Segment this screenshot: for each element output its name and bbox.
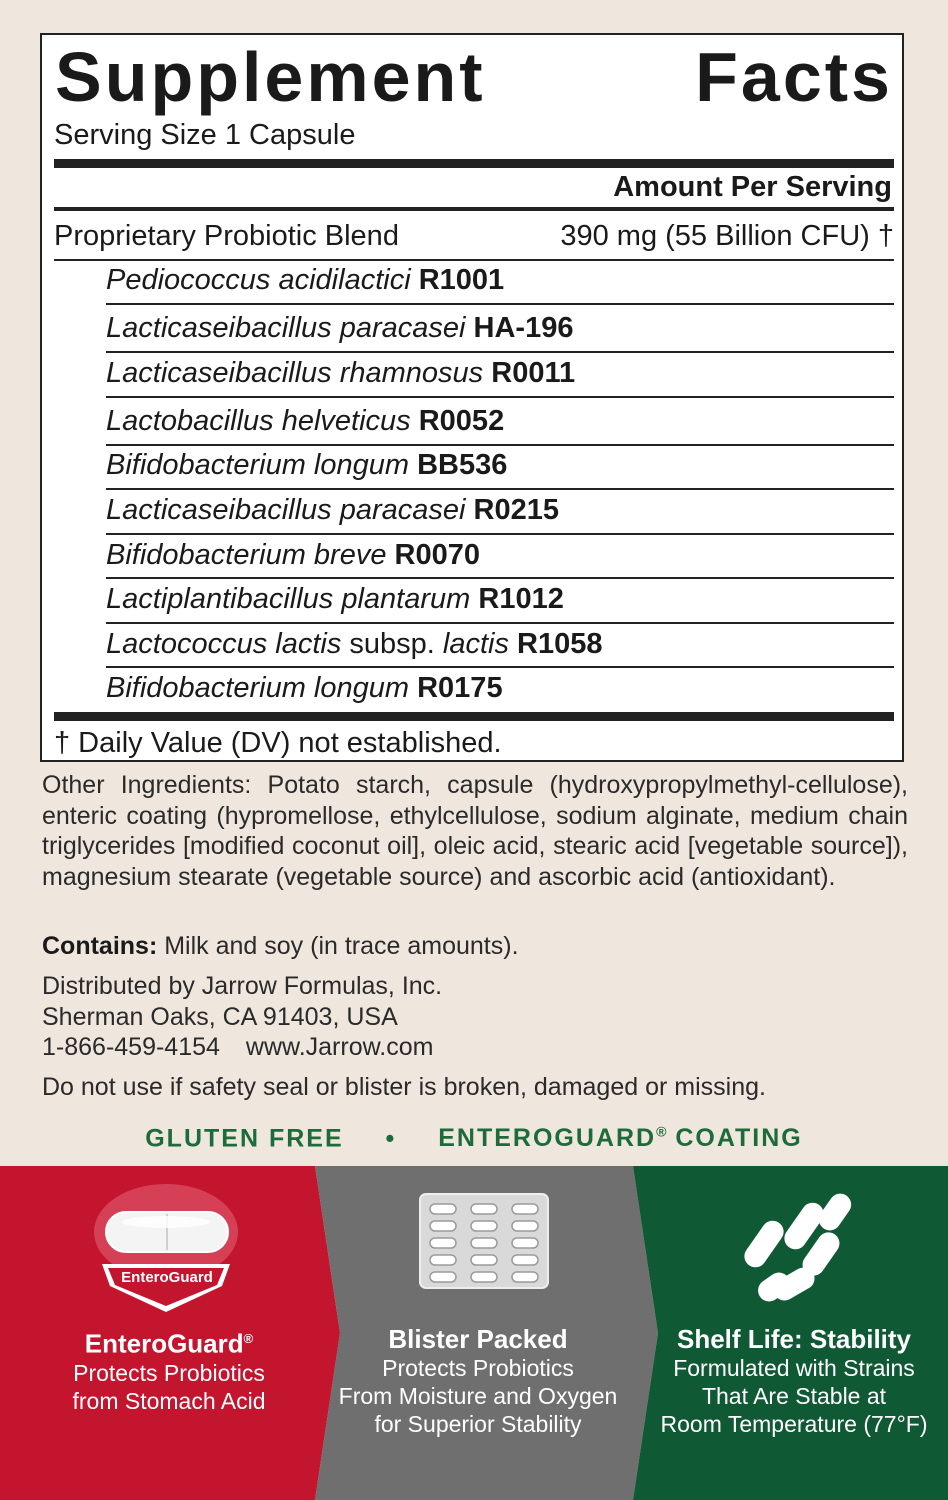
- strain-row: [106, 311, 894, 345]
- feature-title-text: EnteroGuard: [84, 1328, 244, 1359]
- dv-footnote: † Daily Value (DV) not established.: [54, 727, 502, 759]
- blend-amount: 390 mg (55 Billion CFU) †: [560, 220, 894, 252]
- strain-code: R1058: [517, 628, 603, 660]
- feature-line: Protects Probiotics: [73, 1359, 265, 1386]
- enteroguard-word: ENTEROGUARD: [438, 1124, 657, 1153]
- feature-band: [0, 1166, 948, 1500]
- feature-enteroguard-title: [14, 1324, 324, 1359]
- distributor-line2: Sherman Oaks, CA 91403, USA: [42, 1002, 398, 1031]
- strain-species: Lactobacillus helveticus: [106, 405, 411, 437]
- strain-species: Lacticaseibacillus paracasei: [106, 494, 466, 526]
- divider-medium: [54, 207, 894, 211]
- feature-line: That Are Stable at: [701, 1383, 887, 1409]
- strain-species: Lacticaseibacillus paracasei: [106, 312, 466, 344]
- feature-line: for Superior Stability: [374, 1411, 582, 1437]
- distributor-line1: Distributed by Jarrow Formulas, Inc.: [42, 972, 443, 1000]
- row-divider: [106, 303, 894, 305]
- strain-row: [106, 671, 894, 705]
- feature-line: Formulated with Strains: [673, 1355, 915, 1381]
- row-divider: [106, 666, 894, 668]
- row-divider: [106, 444, 894, 446]
- feature-shelf-life: [648, 1324, 940, 1438]
- registered-mark: ®: [656, 1124, 667, 1140]
- row-divider: [106, 622, 894, 624]
- panel-title: [55, 38, 893, 116]
- strain-species: Pediococcus acidilactici: [106, 264, 411, 296]
- contains-label: Contains:: [42, 932, 158, 960]
- strain-row: [106, 448, 894, 482]
- registered-mark: ®: [243, 1331, 254, 1346]
- row-divider: [106, 488, 894, 490]
- strain-species: Lactiplantibacillus plantarum: [106, 583, 471, 615]
- strain-code: R0175: [417, 672, 503, 704]
- row-divider: [106, 533, 894, 535]
- coating-word: COATING: [666, 1124, 803, 1153]
- strain-code: R1001: [418, 264, 505, 296]
- strain-subsp: subsp.: [341, 628, 443, 660]
- strain-code: BB536: [417, 449, 508, 481]
- bullet-separator: •: [385, 1124, 397, 1153]
- strain-row: [106, 627, 894, 661]
- strain-code: R0052: [418, 405, 505, 437]
- strain-species-b: lactis: [442, 628, 509, 660]
- strain-code: R0011: [491, 357, 576, 389]
- strain-species: Bifidobacterium breve: [106, 539, 387, 571]
- safety-warning: Do not use if safety seal or blister is broken, damaged or missing.: [42, 1073, 766, 1101]
- badges-line: [0, 1116, 948, 1154]
- blend-label: Proprietary Probiotic Blend: [54, 220, 399, 252]
- enteroguard-coating-badge: [438, 1124, 803, 1152]
- feature-line: From Moisture and Oxygen: [338, 1383, 618, 1409]
- row-divider: [54, 259, 894, 261]
- contains-text: Milk and soy (in trace amounts).: [157, 932, 519, 960]
- strain-code: R0070: [394, 539, 481, 571]
- strain-species-a: Lactococcus lactis: [106, 628, 342, 660]
- strain-code: R0215: [473, 494, 560, 526]
- strain-row: [106, 263, 894, 297]
- row-divider: [106, 396, 894, 398]
- strain-row: [106, 493, 894, 527]
- contains-statement: [42, 931, 908, 962]
- feature-line: Room Temperature (77°F): [660, 1411, 928, 1437]
- feature-blister-title: Blister Packed: [388, 1324, 568, 1354]
- title-supplement: Supplement: [55, 38, 486, 116]
- strain-row: [106, 538, 894, 572]
- blend-row: [54, 219, 894, 259]
- feature-shelf-life-title: Shelf Life: Stability: [676, 1324, 912, 1354]
- divider-thick-bottom: [54, 712, 894, 721]
- supplement-facts-panel: [40, 33, 904, 762]
- feature-enteroguard: [14, 1324, 324, 1415]
- title-facts: Facts: [695, 38, 893, 116]
- gluten-free-badge: GLUTEN FREE: [145, 1124, 344, 1153]
- row-divider: [106, 351, 894, 353]
- strain-code: R1012: [478, 583, 564, 615]
- distributor-contact: [42, 1032, 908, 1063]
- serving-size: Serving Size 1 Capsule: [54, 119, 356, 151]
- row-divider: [106, 577, 894, 579]
- website: www.Jarrow.com: [245, 1033, 434, 1061]
- phone-number: 1-866-459-4154: [42, 1033, 220, 1061]
- distributor-block: [42, 971, 908, 1063]
- amount-per-serving-header: Amount Per Serving: [613, 171, 892, 203]
- feature-line: Protects Probiotics: [382, 1355, 574, 1381]
- feature-line: from Stomach Acid: [72, 1387, 266, 1414]
- strain-row: [106, 356, 894, 390]
- strain-species: Bifidobacterium longum: [106, 449, 410, 481]
- divider-thick-top: [54, 159, 894, 168]
- feature-blister: [322, 1324, 634, 1438]
- blister-pack-icon: [420, 1194, 548, 1288]
- strain-species: Bifidobacterium longum: [106, 672, 410, 704]
- strain-code: HA-196: [473, 312, 574, 344]
- other-ingredients: Other Ingredients: Potato starch, capsule (hydroxypropylmethyl-cellulose), enteric coating (hypromellose, ethylcellulose, sodium alginate, medium chain triglycerides [modified coconut oil], oleic acid, stearic acid [vegetable source]), magnesium stearate (vegetable source) and ascorbic acid (antioxidant).: [42, 771, 908, 891]
- enteroguard-logo-text: EnteroGuard: [121, 1269, 213, 1286]
- strain-row: [106, 404, 894, 438]
- strain-species: Lacticaseibacillus rhamnosus: [106, 357, 484, 389]
- strain-row: [106, 582, 894, 616]
